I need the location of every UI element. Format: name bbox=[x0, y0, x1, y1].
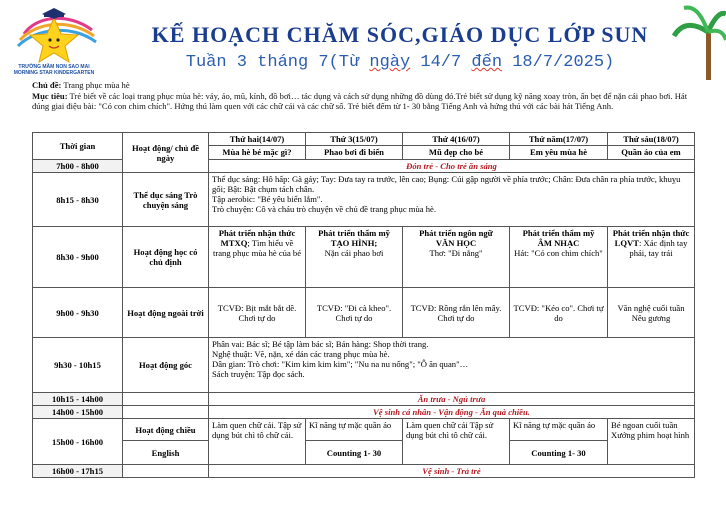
header-time: Thời gian bbox=[33, 133, 123, 160]
time-cell: 9h00 - 9h30 bbox=[33, 288, 123, 338]
table-header-row-days bbox=[33, 133, 695, 146]
outdoor-cell-fri: Văn nghệ cuối tuần Nêu gương bbox=[608, 288, 695, 338]
table-row bbox=[33, 393, 695, 406]
lesson-cell-fri: Phát triển nhận thức LQVT: Xác định tay phải, tay trái bbox=[608, 227, 695, 288]
merged-activity: Vệ sinh cá nhân - Vận động - Ăn quà chiều. bbox=[209, 406, 695, 419]
merged-activity: Vệ sinh - Trả trẻ bbox=[209, 465, 695, 478]
afternoon-cell-tue: Kĩ năng tự mặc quần áo bbox=[306, 419, 403, 441]
time-cell: 8h30 - 9h00 bbox=[33, 227, 123, 288]
table-row bbox=[33, 288, 695, 338]
weekly-plan-table bbox=[32, 132, 695, 478]
day-topic-thu: Em yêu mùa hè bbox=[510, 146, 608, 160]
page-subtitle: Tuần 3 tháng 7(Từ ngày 14/7 đến 18/7/2025) bbox=[185, 53, 615, 72]
activity-cell: Thể dục sáng Trò chuyện sáng bbox=[123, 173, 209, 227]
intro-section bbox=[32, 80, 694, 132]
merged-activity: Đón trẻ - Cho trẻ ăn sáng bbox=[209, 160, 695, 173]
lesson-cell-wed: Phát triển ngôn ngữ VĂN HỌC Thơ: "Đi nắng" bbox=[403, 227, 510, 288]
english-cell: English bbox=[123, 441, 209, 465]
page-header bbox=[0, 0, 726, 80]
table-row bbox=[33, 406, 695, 419]
lesson-cell-mon: Phát triển nhận thức MTXQ; Tìm hiểu về trang phục mùa hè của bé bbox=[209, 227, 306, 288]
outdoor-cell-thu: TCVĐ: "Kéo co". Chơi tự do bbox=[510, 288, 608, 338]
time-cell: 16h00 - 17h15 bbox=[33, 465, 123, 478]
afternoon-cell-thu: Kĩ năng tự mặc quần áo bbox=[510, 419, 608, 441]
lesson-cell-tue: Phát triển thẩm mỹ TẠO HÌNH; Nặn cái phao bơi bbox=[306, 227, 403, 288]
palm-tree-decoration-icon bbox=[670, 0, 726, 80]
header-activity: Hoạt động/ chủ đề ngày bbox=[123, 133, 209, 173]
merged-activity: Ăn trưa - Ngủ trưa bbox=[209, 393, 695, 406]
table-row bbox=[33, 173, 695, 227]
activity-cell: Hoạt động góc bbox=[123, 338, 209, 393]
day-header-tue: Thứ 3(15/07) bbox=[306, 133, 403, 146]
counting-cell-thu: Counting 1- 30 bbox=[510, 441, 608, 465]
day-topic-mon: Mùa hè bé mặc gì? bbox=[209, 146, 306, 160]
day-topic-wed: Mũ đẹp cho bé bbox=[403, 146, 510, 160]
table-row bbox=[33, 338, 695, 393]
afternoon-cell-wed: Làm quen chữ cái Tập sử dụng bút chì tô chữ cái. bbox=[403, 419, 510, 465]
activity-cell: Hoạt động học có chủ định bbox=[123, 227, 209, 288]
outdoor-cell-mon: TCVĐ: Bịt mắt bắt dê. Chơi tự do bbox=[209, 288, 306, 338]
lesson-cell-thu: Phát triển thẩm mỹ ÂM NHẠC Hát: "Có con chim chích" bbox=[510, 227, 608, 288]
table-row bbox=[33, 465, 695, 478]
empty-activity-cell bbox=[123, 393, 209, 406]
empty-activity-cell bbox=[123, 406, 209, 419]
table-row bbox=[33, 441, 695, 465]
time-cell: 15h00 - 16h00 bbox=[33, 419, 123, 465]
activity-cell: Hoạt động chiều bbox=[123, 419, 209, 441]
day-header-fri: Thứ sáu(18/07) bbox=[608, 133, 695, 146]
outdoor-cell-wed: TCVĐ: Rồng rắn lên mây. Chơi tự do bbox=[403, 288, 510, 338]
day-topic-fri: Quần áo của em bbox=[608, 146, 695, 160]
page-title: KẾ HOẠCH CHĂM SÓC,GIÁO DỤC LỚP SUN bbox=[151, 22, 649, 47]
table-row bbox=[33, 227, 695, 288]
day-header-thu: Thứ năm(17/07) bbox=[510, 133, 608, 146]
goal-line: Mục tiêu: Trẻ biết về các loại trang phục mùa hè: váy, áo, mũ, kính, đồ bơi… tác dụng và cách sử dụng những đồ dùng đó.Trẻ biết sử dụng kỹ năng xoay tròn, ấn bẹt để nặn cái phao bơi. Hát đúng giai điệu bài: "Có con chim chích". Hứng thú làm quen với các chữ cái và các chữ số. Trẻ biết đếm từ 1- 30 bằng Tiếng Anh và hứng thú với các bài hát Tiếng Anh. bbox=[32, 90, 688, 112]
corner-activity-cell: Phân vai: Bác sĩ; Bé tập làm bác sĩ; Bán hàng: Shop thời trang. Nghệ thuật: Vẽ, nặn, xé dán các trang phục mùa hè. Dân gian: Trò chơi: "Kim kim kim kim"; "Nu na nu nống"; "Ô ăn quan"… Sách truyện: Tập đọc sách. bbox=[209, 338, 695, 393]
counting-cell-tue: Counting 1- 30 bbox=[306, 441, 403, 465]
afternoon-cell-mon: Làm quen chữ cái. Tập sử dụng bút chì tô chữ cái. bbox=[209, 419, 306, 465]
day-header-mon: Thứ hai(14/07) bbox=[209, 133, 306, 146]
time-cell: 10h15 - 14h00 bbox=[33, 393, 123, 406]
time-cell: 7h00 - 8h00 bbox=[33, 160, 123, 173]
activity-cell: Hoạt động ngoài trời bbox=[123, 288, 209, 338]
logo-caption: TRƯỜNG MẦM NON SAO MAI MORNING STAR KINDERGARTEN bbox=[13, 64, 95, 76]
empty-activity-cell bbox=[123, 465, 209, 478]
theme-line: Chủ đề: Trang phục mùa hè bbox=[32, 80, 130, 90]
day-header-wed: Thứ 4(16/07) bbox=[403, 133, 510, 146]
morning-exercise-cell: Thể dục sáng: Hô hấp: Gà gáy; Tay: Đưa tay ra trước, lên cao; Bụng: Cúi gập người về phía trước; Chân: Đưa chân ra phía trước, khuỵu gối; Bật: Bật chụm tách chân. Tập aerobic: "Bé yêu biển lắm". Trò chuyện: Cô và cháu trò chuyện về chủ đề trang phục mùa hè. bbox=[209, 173, 695, 227]
time-cell: 14h00 - 15h00 bbox=[33, 406, 123, 419]
table-row bbox=[33, 419, 695, 441]
time-cell: 8h15 - 8h30 bbox=[33, 173, 123, 227]
afternoon-cell-fri: Bé ngoan cuối tuần Xưởng phim hoạt hình bbox=[608, 419, 695, 465]
outdoor-cell-tue: TCVĐ: "Đi cà kheo". Chơi tự do bbox=[306, 288, 403, 338]
day-topic-tue: Phao bơi đi biển bbox=[306, 146, 403, 160]
time-cell: 9h30 - 10h15 bbox=[33, 338, 123, 393]
